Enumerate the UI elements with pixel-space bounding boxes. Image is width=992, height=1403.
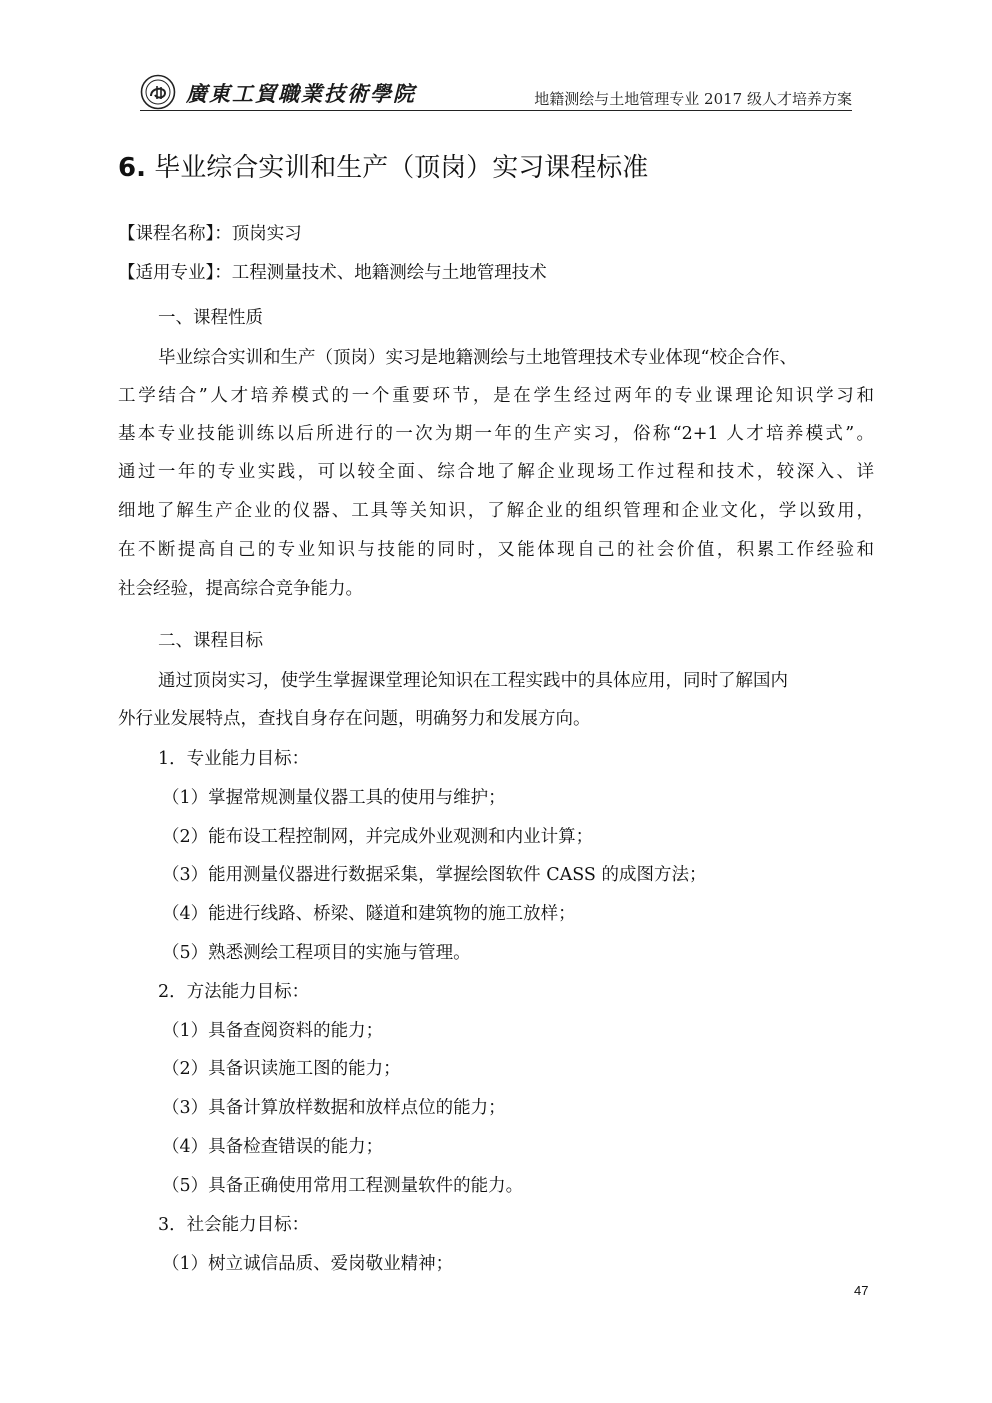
course-name: 【课程名称】：顶岗实习	[118, 224, 302, 244]
title-number: 6.	[118, 153, 146, 183]
applicable-major: 【适用专业】：工程测量技术、地籍测绘与土地管理技术	[118, 263, 547, 283]
section-heading-nature: 一、课程性质	[158, 308, 263, 328]
list-item: （1）树立诚信品质、爱岗敬业精神；	[162, 1254, 454, 1274]
list-item: （2）具备识读施工图的能力；	[162, 1059, 401, 1079]
objective-group-heading: 2．方法能力目标：	[158, 982, 310, 1002]
list-item: （3）具备计算放样数据和放样点位的能力；	[162, 1098, 506, 1118]
paragraph-line: 工学结合”人才培养模式的一个重要环节，是在学生经过两年的专业课理论知识学习和	[118, 386, 874, 406]
page-title	[118, 147, 648, 184]
paragraph-line: 在不断提高自己的专业知识与技能的同时，又能体现自己的社会价值，积累工作经验和	[118, 540, 874, 560]
title-text: 毕业综合实训和生产（顶岗）实习课程标准	[154, 153, 649, 183]
list-item: （4）能进行线路、桥梁、隧道和建筑物的施工放样；	[162, 904, 576, 924]
section-heading-objectives: 二、课程目标	[158, 631, 263, 651]
school-name: 廣東工貿職業技術學院	[186, 81, 416, 106]
paragraph-line: 社会经验，提高综合竞争能力。	[118, 579, 363, 599]
document-header-title: 地籍测绘与土地管理专业 2017 级人才培养方案	[534, 90, 852, 108]
list-item: （2）能布设工程控制网，并完成外业观测和内业计算；	[162, 827, 594, 847]
objective-group-heading: 1．专业能力目标：	[158, 749, 310, 769]
paragraph-line: 基本专业技能训练以后所进行的一次为期一年的生产实习，俗称“2+1 人才培养模式”。	[118, 424, 874, 444]
paragraph-line: 通过顶岗实习，使学生掌握课堂理论知识在工程实践中的具体应用，同时了解国内	[158, 671, 788, 691]
list-item: （4）具备检查错误的能力；	[162, 1137, 384, 1157]
paragraph-line: 外行业发展特点，查找自身存在问题，明确努力和发展方向。	[118, 709, 591, 729]
paragraph-line: 细地了解生产企业的仪器、工具等关知识，了解企业的组织管理和企业文化，学以致用，	[118, 501, 874, 521]
paragraph-line: 通过一年的专业实践，可以较全面、综合地了解企业现场工作过程和技术，较深入、详	[118, 462, 874, 482]
header-divider	[140, 110, 852, 111]
page-header	[140, 72, 852, 112]
list-item: （3）能用测量仪器进行数据采集，掌握绘图软件 CASS 的成图方法；	[162, 865, 707, 885]
list-item: （1）掌握常规测量仪器工具的使用与维护；	[162, 788, 506, 808]
list-item: （5）具备正确使用常用工程测量软件的能力。	[162, 1176, 524, 1196]
school-logo-icon	[140, 74, 176, 110]
list-item: （1）具备查阅资料的能力；	[162, 1021, 384, 1041]
paragraph-line: 毕业综合实训和生产（顶岗）实习是地籍测绘与土地管理技术专业体现“校企合作、	[158, 348, 797, 368]
page-number: 47	[854, 1283, 869, 1298]
objective-group-heading: 3．社会能力目标：	[158, 1215, 310, 1235]
list-item: （5）熟悉测绘工程项目的实施与管理。	[162, 943, 471, 963]
